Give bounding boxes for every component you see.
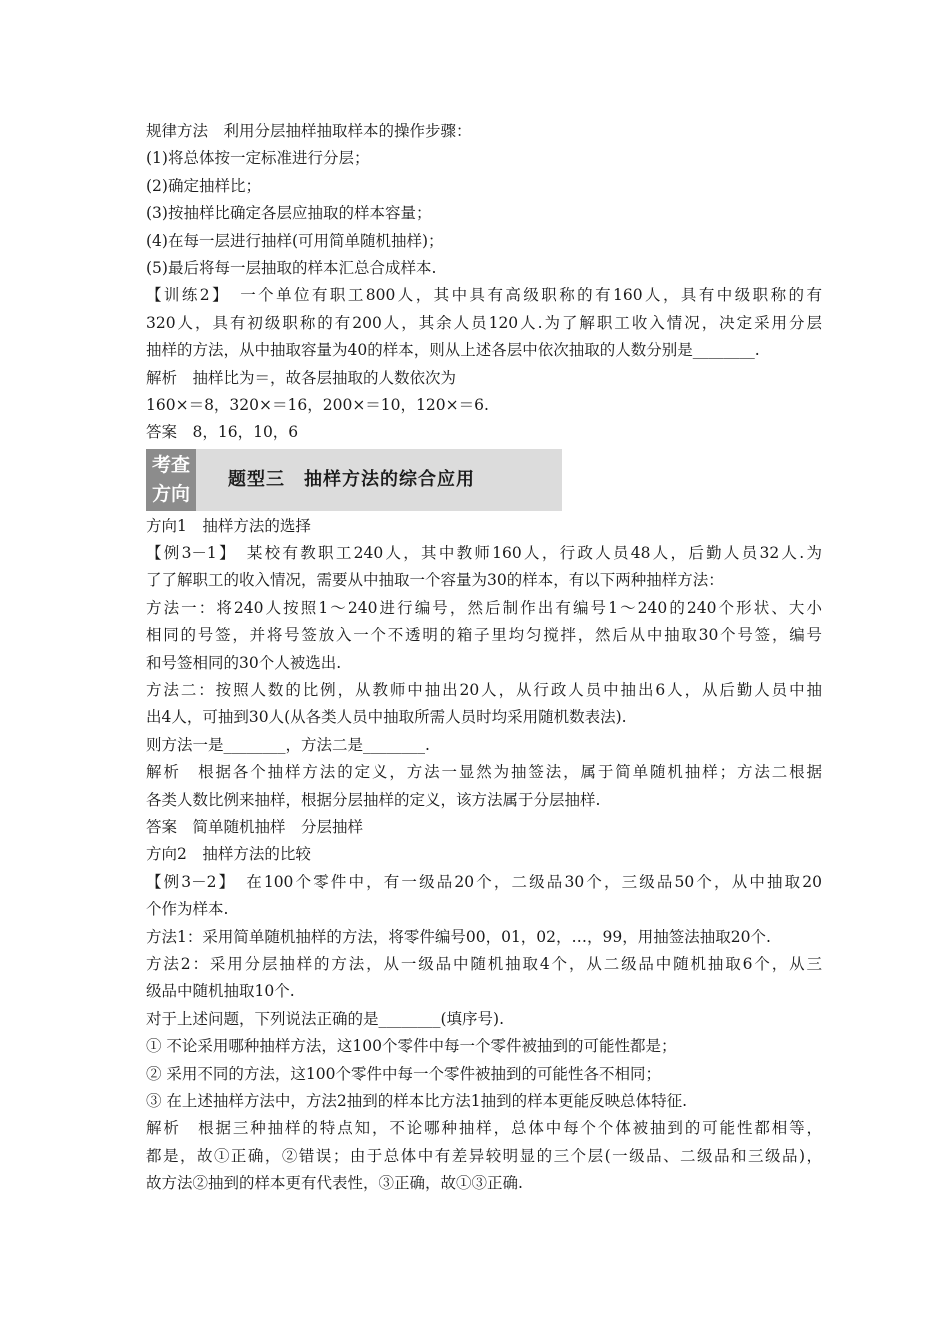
- method-heading: 规律方法 利用分层抽样抽取样本的操作步骤：: [146, 122, 472, 140]
- example-3-1-method-1-line-1: 方法一：将240人按照1～240进行编号，然后制作出有编号1～240的240个形状、大小: [146, 598, 822, 617]
- banner-title: 题型三 抽样方法的综合应用: [228, 468, 475, 490]
- example-3-2-analysis-line-2: 都是，故①正确，②错误；由于总体中有差异较明显的三个层(一级品、二级品和三级品)，: [146, 1146, 822, 1165]
- example-3-1-question: 则方法一是________，方法二是________.: [146, 735, 430, 754]
- example-3-1-method-1-line-3: 和号签相同的30个人被选出.: [146, 653, 342, 672]
- banner-tag-line-1: 考查: [151, 453, 190, 476]
- example-3-1-answer: 答案 简单随机抽样 分层抽样: [146, 817, 364, 836]
- example-3-1-line-2: 了了解职工的收入情况，需要从中抽取一个容量为30的样本，有以下两种抽样方法：: [146, 571, 724, 590]
- example-3-2-method-2-line-2: 级品中随机抽取10个.: [146, 982, 295, 1001]
- example-3-2-method-2-line-1: 方法2：采用分层抽样的方法，从一级品中随机抽取4个，从二级品中随机抽取6个，从三: [146, 954, 822, 973]
- exercise-2-line-3: 抽样的方法，从中抽取容量为40的样本，则从上述各层中依次抽取的人数分别是________.: [146, 341, 760, 360]
- example-3-2-method-1: 方法1：采用简单随机抽样的方法，将零件编号00，01，02，…，99，用抽签法抽取20个.: [146, 927, 771, 946]
- banner-tag-line-2: 方向: [151, 482, 190, 505]
- step-4: (4)在每一层进行抽样(可用简单随机抽样)；: [146, 231, 444, 250]
- banner-tag: [146, 449, 196, 511]
- exercise-2-answer: 答案 8，16，10，6: [146, 423, 299, 442]
- step-2: (2)确定抽样比；: [146, 176, 261, 195]
- section-topic-3: [146, 513, 822, 1198]
- document-content: [146, 118, 822, 1197]
- section-method-steps: [146, 118, 822, 447]
- step-3: (3)按抽样比确定各层应抽取的样本容量；: [146, 204, 432, 223]
- example-3-1-analysis-line-2: 各类人数比例来抽样，根据分层抽样的定义，该方法属于分层抽样.: [146, 790, 601, 809]
- example-3-1-analysis-line-1: 解析 根据各个抽样方法的定义，方法一显然为抽签法，属于简单随机抽样；方法二根据: [146, 763, 822, 782]
- example-3-2-analysis-line-1: 解析 根据三种抽样的特点知，不论哪种抽样，总体中每个个体被抽到的可能性都相等，: [146, 1119, 822, 1138]
- direction-2-heading: 方向2 抽样方法的比较: [146, 845, 311, 864]
- example-3-2-analysis-line-3: 故方法②抽到的样本更有代表性，③正确，故①③正确.: [146, 1174, 523, 1193]
- direction-1-heading: 方向1 抽样方法的选择: [146, 516, 311, 535]
- example-3-2-option-2: ② 采用不同的方法，这100个零件中每一个零件被抽到的可能性各不相同；: [146, 1064, 662, 1083]
- example-3-1-method-2-line-2: 出4人，可抽到30人(从各类人员中抽取所需人员时均采用随机数表法).: [146, 708, 627, 727]
- example-3-2-option-1: ① 不论采用哪种抽样方法，这100个零件中每一个零件被抽到的可能性都是；: [146, 1037, 677, 1056]
- step-1: (1)将总体按一定标准进行分层；: [146, 149, 370, 168]
- exercise-2-calculation: 160×＝8，320×＝16，200×＝10，120×＝6.: [146, 395, 489, 414]
- topic-banner: [146, 449, 562, 511]
- example-3-1-method-1-line-2: 相同的号签，并将号签放入一个不透明的箱子里均匀搅拌，然后从中抽取30个号签，编号: [146, 626, 822, 645]
- example-3-1-method-2-line-1: 方法二：按照人数的比例，从教师中抽出20人，从行政人员中抽出6人，从后勤人员中抽: [146, 681, 822, 700]
- exercise-2-line-2: 320人，具有初级职称的有200人，其余人员120人.为了解职工收入情况，决定采用分层: [146, 313, 822, 332]
- example-3-1-line-1: 【例3－1】 某校有教职工240人，其中教师160人，行政人员48人，后勤人员32人.为: [146, 544, 822, 563]
- step-5: (5)最后将每一层抽取的样本汇总合成样本.: [146, 258, 437, 277]
- example-3-2-line-1: 【例3－2】 在100个零件中，有一级品20个，二级品30个，三级品50个，从中抽取20: [146, 872, 822, 891]
- example-3-2-question: 对于上述问题，下列说法正确的是________(填序号).: [146, 1009, 505, 1028]
- example-3-2-option-3: ③ 在上述抽样方法中，方法2抽到的样本比方法1抽到的样本更能反映总体特征.: [146, 1091, 688, 1110]
- exercise-2-analysis: 解析 抽样比为＝，故各层抽取的人数依次为: [146, 368, 457, 387]
- exercise-2-line-1: 【训练2】 一个单位有职工800人，其中具有高级职称的有160人，具有中级职称的有: [146, 286, 822, 305]
- example-3-2-line-2: 个作为样本.: [146, 900, 229, 919]
